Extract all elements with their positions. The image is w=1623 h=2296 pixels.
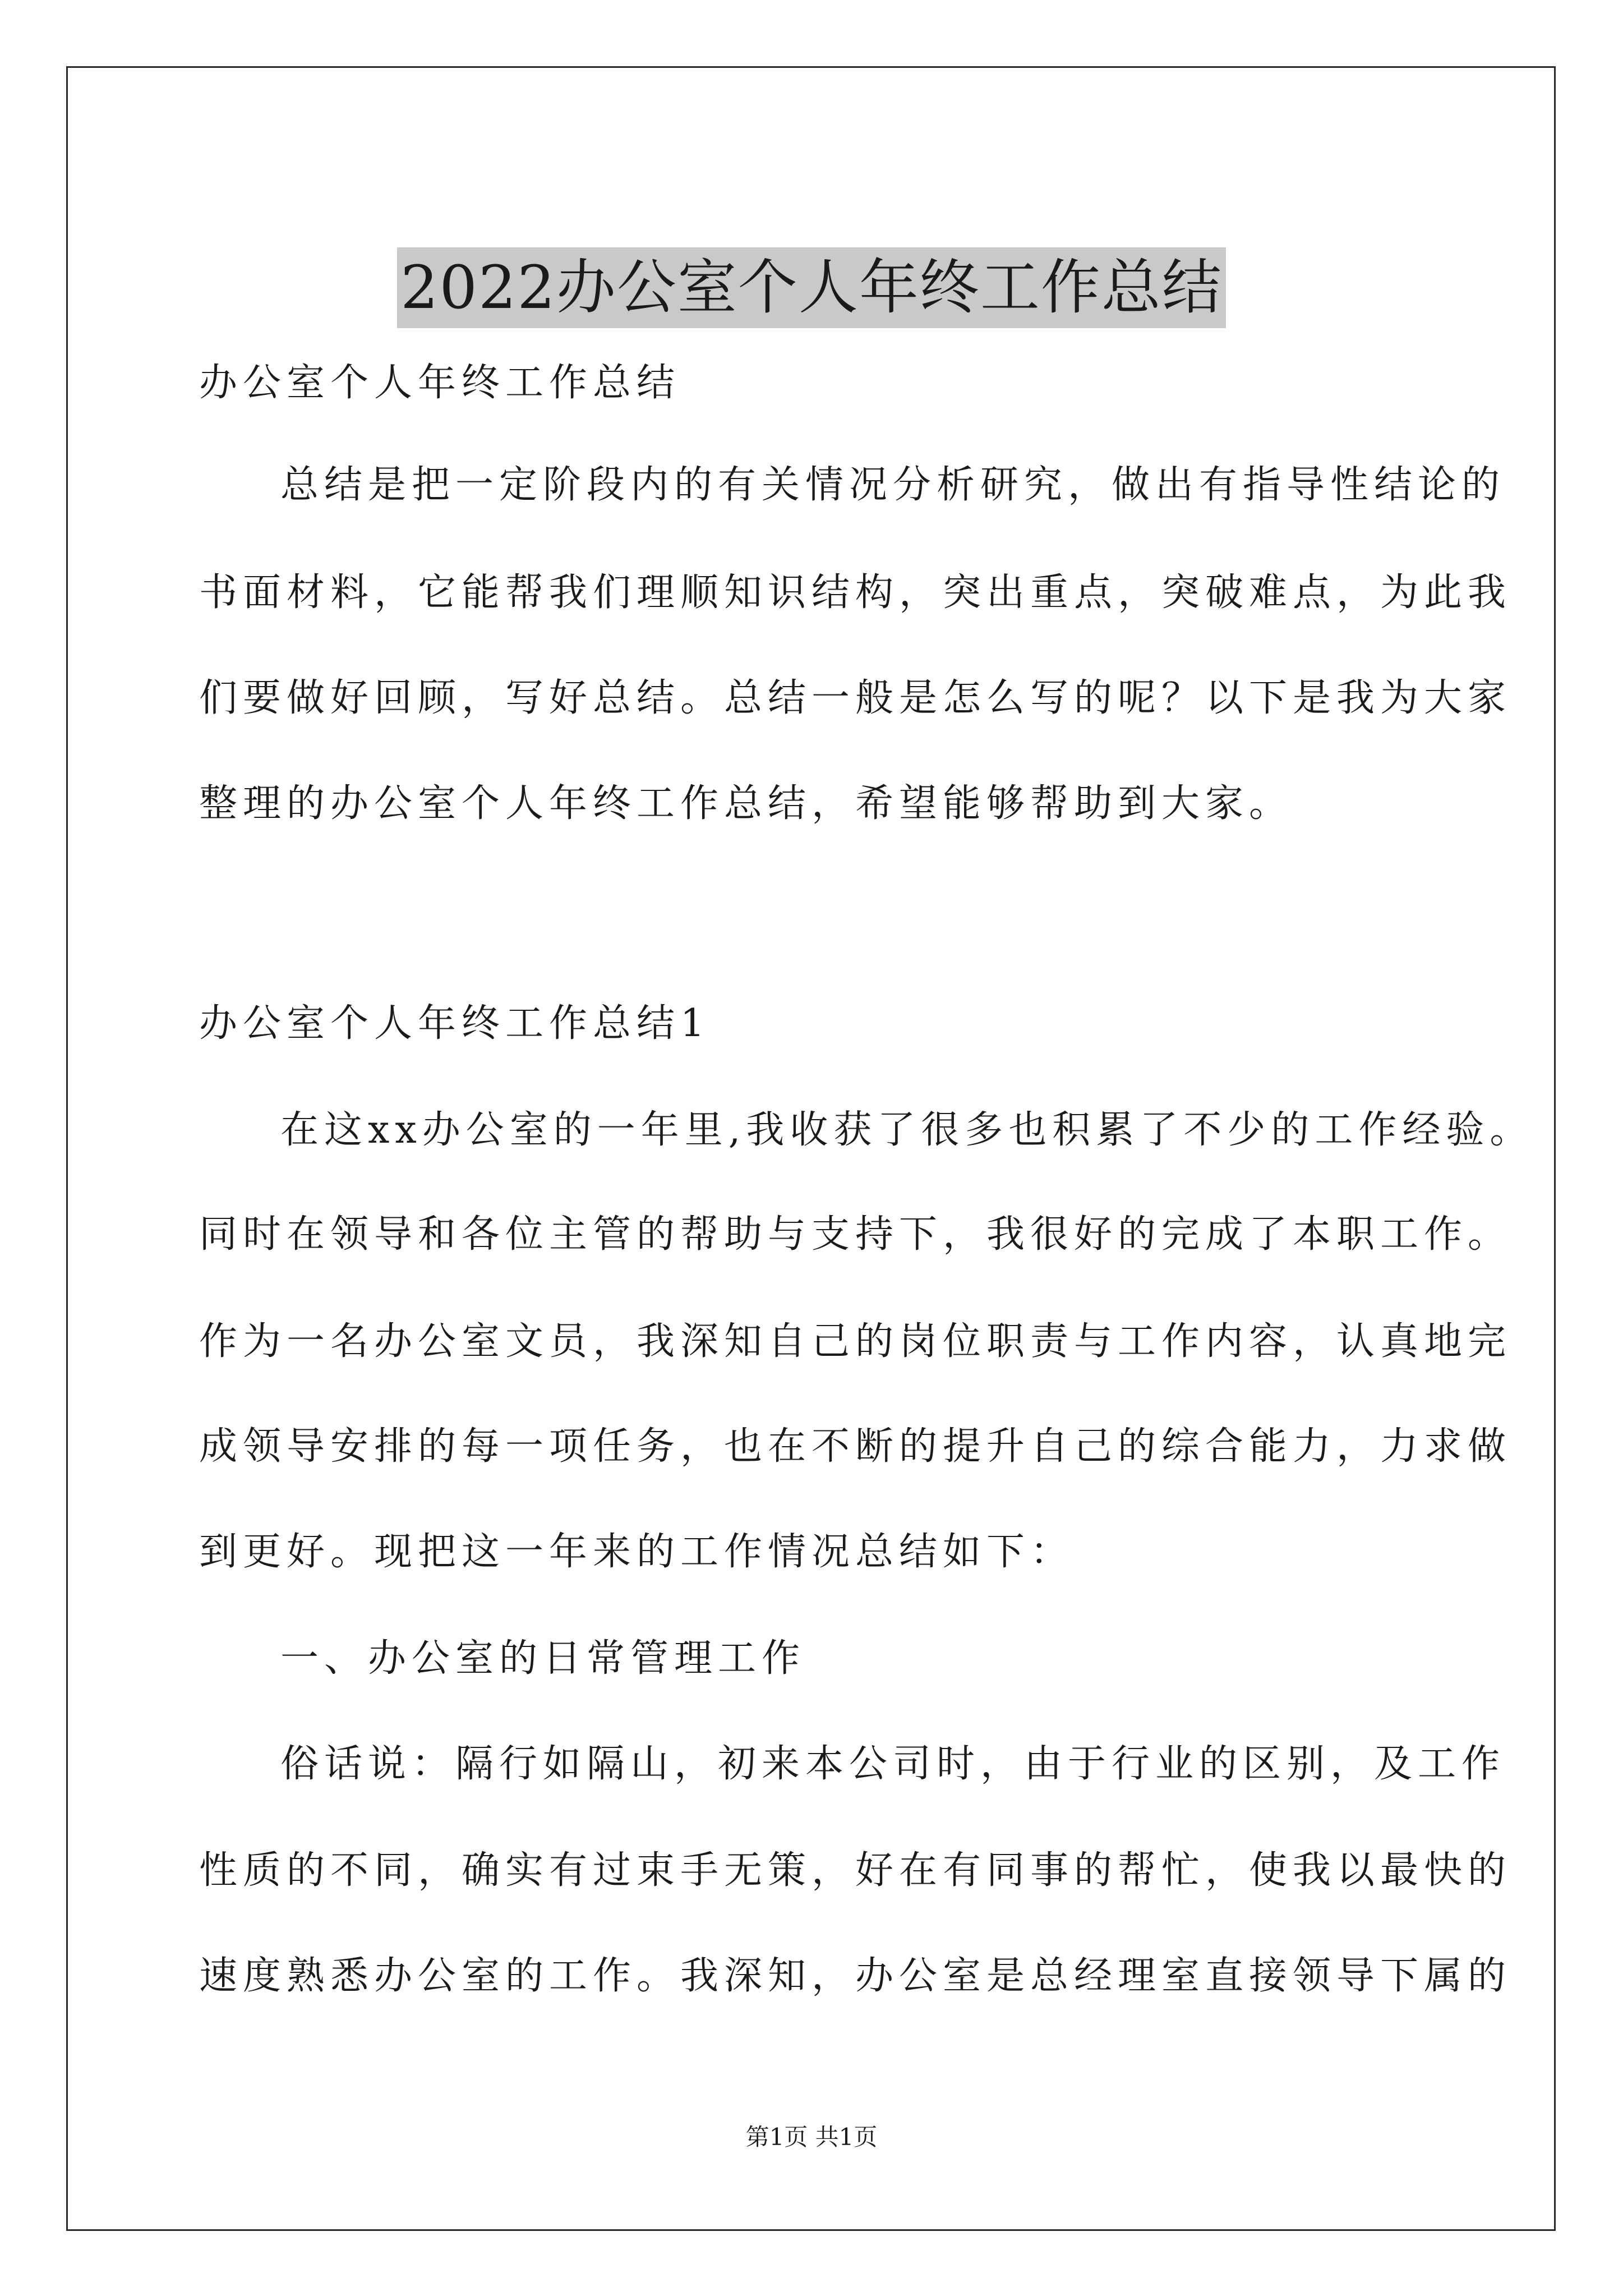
para1-line: 作为一名办公室文员，我深知自己的岗位职责与工作内容，认真地完	[199, 1319, 1512, 1364]
para2-line: 俗话说：隔行如隔山，初来本公司时，由于行业的区别，及工作	[280, 1742, 1506, 1786]
section-heading: 一、办公室的日常管理工作	[280, 1636, 806, 1681]
title-container	[0, 208, 1623, 368]
para1-line: 成领导安排的每一项任务，也在不断的提升自己的综合能力，力求做	[199, 1424, 1512, 1469]
para2-line: 性质的不同，确实有过束手无策，好在有同事的帮忙，使我以最快的	[199, 1848, 1512, 1893]
page-number: 第1页 共1页	[745, 2123, 878, 2151]
para1-line: 在这xx办公室的一年里,我收获了很多也积累了不少的工作经验。	[280, 1108, 1534, 1152]
intro-line: 书面材料，它能帮我们理顺知识结构，突出重点，突破难点，为此我	[199, 570, 1512, 615]
intro-line: 总结是把一定阶段内的有关情况分析研究，做出有指导性结论的	[280, 463, 1506, 507]
para1-line: 同时在领导和各位主管的帮助与支持下，我很好的完成了本职工作。	[199, 1212, 1512, 1257]
intro-line: 整理的办公室个人年终工作总结，希望能够帮助到大家。	[199, 781, 1293, 826]
para1-line: 到更好。现把这一年来的工作情况总结如下：	[199, 1530, 1075, 1574]
intro-line: 们要做好回顾，写好总结。总结一般是怎么写的呢？以下是我为大家	[199, 676, 1512, 720]
subtitle-2: 办公室个人年终工作总结1	[199, 1001, 711, 1046]
subtitle-1: 办公室个人年终工作总结	[199, 361, 681, 405]
para2-line: 速度熟悉办公室的工作。我深知，办公室是总经理室直接领导下属的	[199, 1954, 1512, 1998]
document-title: 2022办公室个人年终工作总结	[397, 247, 1226, 328]
